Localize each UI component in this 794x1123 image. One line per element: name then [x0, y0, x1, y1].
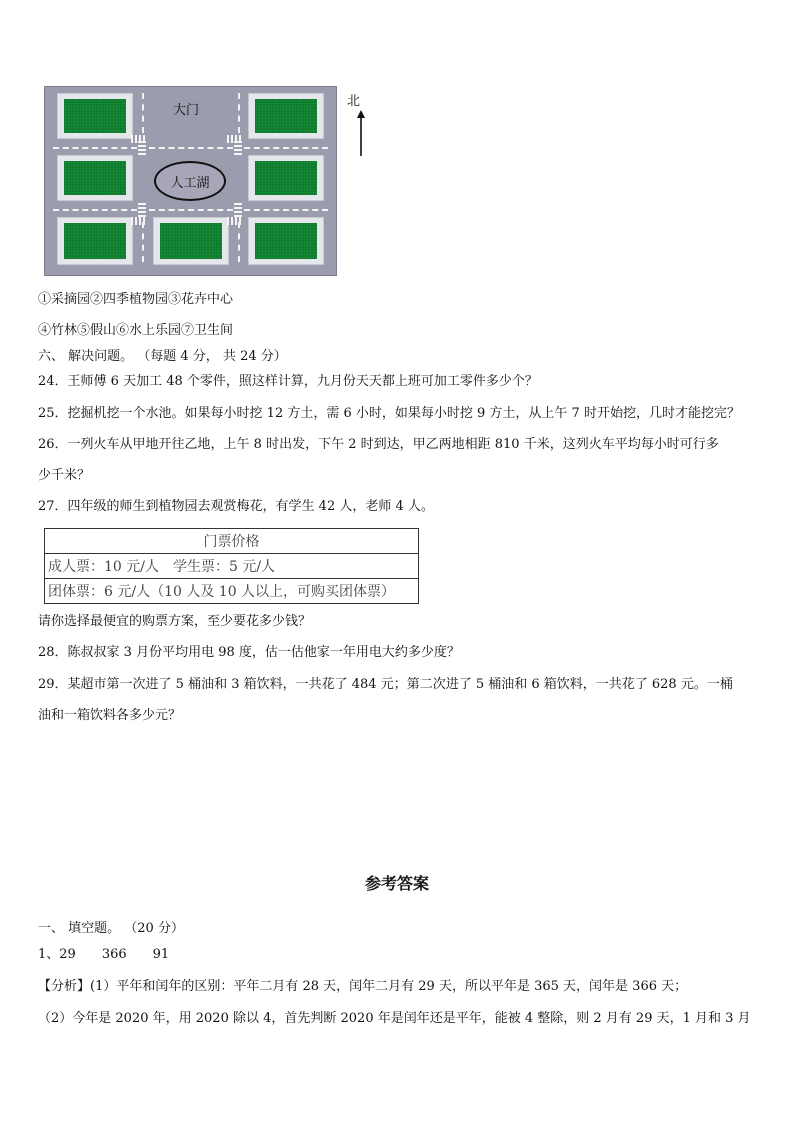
- park-map: [44, 86, 337, 276]
- road-marking: [53, 147, 137, 149]
- road-marking: [53, 209, 137, 211]
- question-27-followup: 请你选择最便宜的购票方案，至少要花多少钱？: [38, 614, 312, 629]
- question-29-line1: 29．某超市第一次进了 5 桶油和 3 箱饮料，一共花了 484 元；第二次进了 5 桶油和 6 箱饮料，一共花了 628 元。一桶: [38, 677, 733, 692]
- road-marking: [244, 209, 328, 211]
- question-25: 25．挖掘机挖一个水池。如果每小时挖 12 方土，需 6 小时，如果每小时挖 9 方土，从上午 7 时开始挖，几时才能挖完？: [38, 406, 740, 421]
- ticket-table-row: 成人票：10 元/人 学生票：5 元/人: [45, 554, 419, 579]
- ticket-price-table: [44, 528, 419, 604]
- crosswalk: [227, 135, 241, 143]
- legend-line-2: ④竹林⑤假山⑥水上乐园⑦卫生间: [38, 323, 234, 338]
- north-arrow-icon: [357, 110, 365, 158]
- crosswalk: [227, 217, 241, 225]
- crosswalk: [138, 203, 146, 217]
- crosswalk: [138, 141, 146, 155]
- crosswalk: [131, 217, 145, 225]
- road-marking: [142, 222, 144, 262]
- park-plot: [57, 155, 133, 201]
- road-marking: [238, 222, 240, 262]
- road-marking: [238, 93, 240, 133]
- question-29-line2: 油和一箱饮料各多少元？: [38, 708, 182, 723]
- question-27: 27．四年级的师生到植物园去观赏梅花，有学生 42 人，老师 4 人。: [38, 499, 434, 514]
- park-plot: [57, 93, 133, 139]
- crosswalk: [131, 135, 145, 143]
- analysis-line-1: 【分析】(1）平年和闰年的区别：平年二月有 28 天，闰年二月有 29 天，所以平年是 365 天，闰年是 366 天；: [38, 979, 688, 994]
- road-marking: [244, 147, 328, 149]
- question-26-line2: 少千米？: [38, 468, 91, 483]
- park-plot: [153, 217, 229, 265]
- answers-section-heading: 一、 填空题。 （20 分）: [38, 921, 184, 936]
- answers-title: 参考答案: [364, 874, 429, 893]
- lake: [154, 161, 226, 201]
- road-marking: [149, 147, 233, 149]
- gate-label: 大门: [173, 103, 200, 118]
- question-28: 28．陈叔叔家 3 月份平均用电 98 度，估一估他家一年用电大约多少度？: [38, 645, 460, 660]
- ticket-table-row: 团体票：6 元/人（10 人及 10 人以上，可购买团体票）: [45, 579, 419, 604]
- ticket-table-title: 门票价格: [45, 529, 419, 554]
- north-label: 北: [347, 94, 361, 109]
- park-plot: [248, 217, 324, 265]
- road-marking: [142, 93, 144, 133]
- crosswalk: [234, 203, 242, 217]
- question-24: 24．王师傅 6 天加工 48 个零件，照这样计算，九月份天天都上班可加工零件多少个？: [38, 374, 538, 389]
- road-marking: [149, 209, 233, 211]
- crosswalk: [234, 141, 242, 155]
- park-plot: [57, 217, 133, 265]
- section-heading: 六、 解决问题。 （每题 4 分， 共 24 分）: [38, 349, 287, 364]
- lake-label: 人工湖: [170, 175, 210, 191]
- legend-line-1: ①采摘园②四季植物园③花卉中心: [38, 292, 234, 307]
- analysis-line-2: （2）今年是 2020 年，用 2020 除以 4，首先判断 2020 年是闰年还是平年，能被 4 整除，则 2 月有 29 天，1 月和 3 月: [38, 1011, 751, 1026]
- park-plot: [248, 93, 324, 139]
- park-plot: [248, 155, 324, 201]
- question-26-line1: 26．一列火车从甲地开往乙地，上午 8 时出发，下午 2 时到达，甲乙两地相距 810 千米，这列火车平均每小时可行多: [38, 437, 719, 452]
- answer-1: 1、29 366 91: [38, 947, 170, 962]
